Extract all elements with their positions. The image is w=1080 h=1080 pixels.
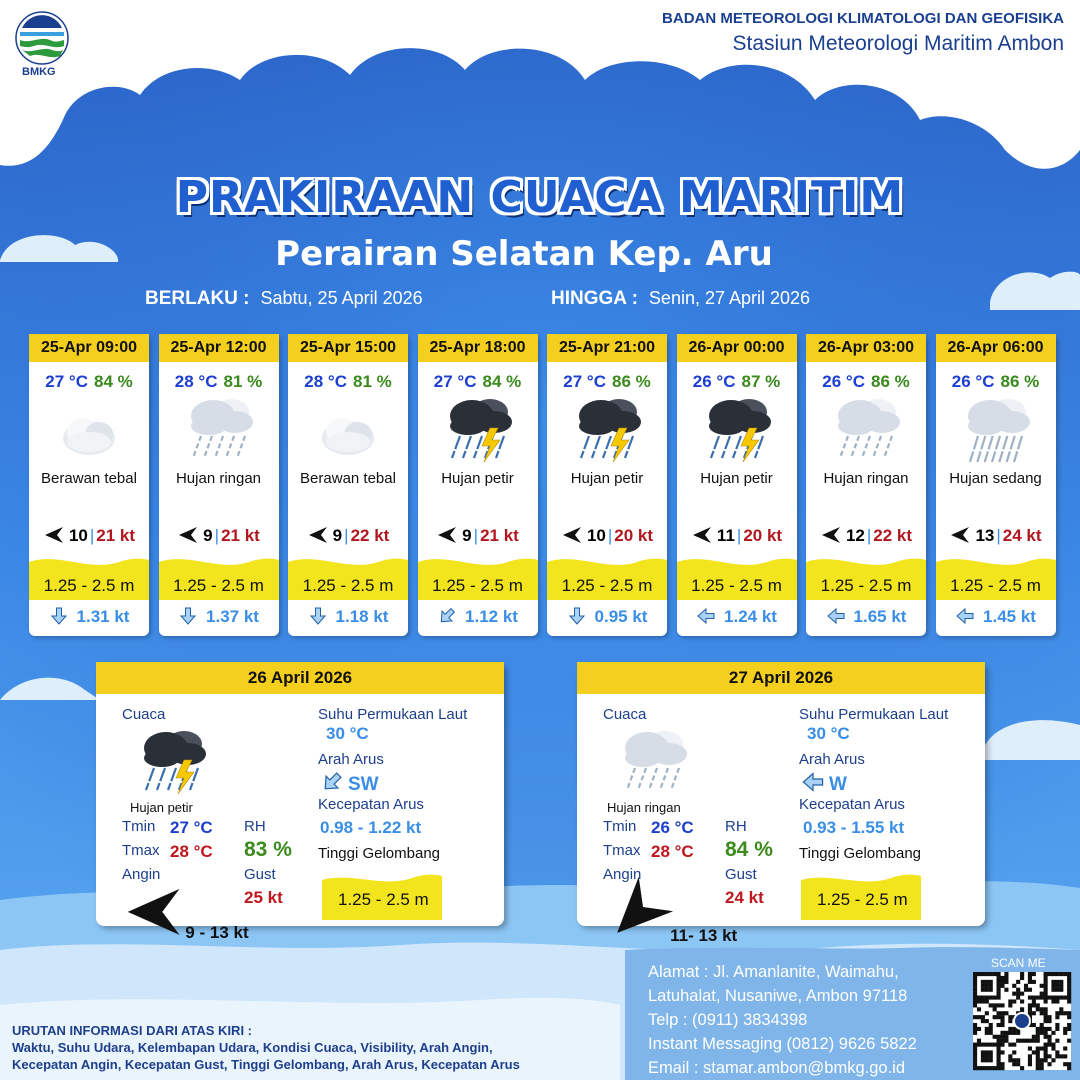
forecast-gust: 20 kt [743,526,783,545]
current-direction-icon [696,607,724,626]
forecast-wave: 1.25 - 2.5 m [43,576,135,595]
current-dir-label: Arah Arus [318,751,384,768]
wave-label: Tinggi Gelombang [799,845,922,862]
forecast-temp: 27 °C [433,372,477,391]
separator: | [344,526,349,545]
forecast-rh: 86 % [1000,372,1040,391]
rh-label: RH [725,818,747,835]
weather-label: Cuaca [603,706,647,723]
thunderstorm-icon [438,392,518,468]
valid-to-label: HINGGA : [551,288,638,309]
light-rain-icon [179,392,259,468]
forecast-condition: Hujan sedang [949,470,1042,487]
forecast-time: 25-Apr 15:00 [288,334,408,362]
forecast-current-speed: 1.45 kt [983,607,1036,626]
page-subtitle: Perairan Selatan Kep. Aru [275,234,773,274]
forecast-condition: Hujan petir [700,470,773,487]
forecast-current-speed: 1.24 kt [724,607,777,626]
separator: | [996,526,1001,545]
logo-text: BMKG [22,66,56,78]
forecast-current-speed: 1.37 kt [206,607,259,626]
separator: | [866,526,872,545]
forecast-time: 26-Apr 03:00 [806,334,926,362]
forecast-wind-speed: 10 [586,526,606,545]
forecast-gust: 21 kt [221,526,260,545]
valid-from-label: BERLAKU : [145,288,250,309]
forecast-temp-rh [159,372,279,392]
wind-direction-icon [561,526,587,545]
forecast-current [159,606,279,627]
sst-label: Suhu Permukaan Laut [799,706,949,723]
forecast-current-speed: 1.12 kt [465,607,518,626]
page-title: PRAKIRAAN CUACA MARITIM [175,172,905,223]
forecast-temp-rh [677,372,797,392]
forecast-temp-rh [547,372,667,392]
legend [12,1022,520,1073]
forecast-current-speed: 1.65 kt [853,607,907,626]
contact-info [648,960,917,1080]
forecast-card [547,334,667,636]
tmin-label: Tmin [603,818,637,835]
current-direction-icon [826,607,854,626]
light-rain-icon [613,724,693,805]
forecast-condition: Hujan petir [570,470,644,487]
wind-direction-icon [603,926,670,945]
forecast-rh: 86 % [870,372,910,391]
forecast-wave: 1.25 - 2.5 m [432,576,523,595]
forecast-temp: 27 °C [45,372,88,391]
forecast-rh: 81 % [223,372,263,391]
wave-label: Tinggi Gelombang [318,845,441,862]
forecast-time: 26-Apr 00:00 [677,334,797,362]
wind-direction-icon [820,526,846,545]
forecast-card [806,334,926,636]
sst-value: 30 °C [326,724,369,743]
current-speed-label: Kecepatan Arus [799,796,905,813]
forecast-condition: Berawan tebal [41,470,137,487]
forecast-temp: 27 °C [563,372,606,391]
wind-direction-icon [307,526,333,545]
forecast-wave: 1.25 - 2.5 m [691,576,782,595]
current-speed-label: Kecepatan Arus [318,796,424,813]
daily-wave: 1.25 - 2.5 m [817,890,908,909]
separator: | [736,526,742,545]
forecast-rh: 87 % [741,372,781,391]
current-direction-icon [308,607,336,626]
wind-label: Angin [603,866,642,883]
moderate-rain-icon [956,392,1036,468]
forecast-gust: 21 kt [96,526,136,545]
forecast-wave: 1.25 - 2.5 m [820,576,912,595]
daily-panel [577,662,985,945]
forecast-wave: 1.25 - 2.5 m [173,576,264,595]
legend-line-2: Kecepatan Angin, Kecepatan Gust, Tinggi Gelombang, Arah Arus, Kecepatan Arus [12,1057,520,1072]
forecast-gust: 22 kt [873,526,913,545]
forecast-rh: 84 % [93,372,133,391]
daily-panel [96,662,504,942]
current-direction-icon [178,607,206,626]
forecast-wind [159,526,279,546]
valid-from [145,288,423,310]
forecast-temp-rh [418,372,538,392]
forecast-current-speed: 1.31 kt [76,607,130,626]
forecast-time: 25-Apr 12:00 [159,334,279,362]
forecast-temp: 26 °C [822,372,865,391]
weather-label: Cuaca [122,706,166,723]
forecast-temp: 28 °C [174,372,218,391]
forecast-temp: 26 °C [951,372,995,391]
forecast-wind-speed: 9 [332,526,343,545]
forecast-condition: Hujan ringan [175,470,262,487]
gust-value: 24 kt [725,888,764,907]
current-direction-icon [955,607,983,626]
wind-direction-icon [177,526,203,545]
forecast-temp: 26 °C [692,372,736,391]
forecast-card [418,334,538,636]
forecast-gust: 22 kt [350,526,390,545]
forecast-card [29,334,149,636]
thunderstorm-icon [697,392,777,468]
current-direction-icon [49,607,77,626]
daily-condition: Hujan ringan [607,800,681,815]
legend-heading: URUTAN INFORMASI DARI ATAS KIRI : [12,1023,252,1038]
forecast-current [288,606,408,627]
forecast-gust: 24 kt [1002,526,1042,545]
scan-label: SCAN ME [991,956,1046,970]
forecast-wind [547,526,667,546]
separator: | [89,526,95,545]
forecast-wind [29,526,149,546]
forecast-wind-speed: 12 [845,526,865,545]
forecast-wind-speed: 9 [462,526,472,545]
forecast-temp-rh [288,372,408,392]
forecast-wave: 1.25 - 2.5 m [561,576,653,595]
forecast-card [159,334,279,636]
forecast-current [29,606,149,627]
forecast-wind-speed: 11 [716,526,735,545]
contact-address-1: Alamat : Jl. Amanlanite, Waimahu, [648,963,899,981]
tmax-value: 28 °C [651,842,694,861]
forecast-current [418,606,538,627]
daily-wind-speed: 11- 13 kt [670,925,738,945]
tmin-label: Tmin [122,818,156,835]
forecast-temp: 28 °C [304,372,347,391]
forecast-current [677,606,797,627]
forecast-condition: Hujan ringan [823,470,909,487]
daily-wave: 1.25 - 2.5 m [338,890,429,909]
rh-value: 83 % [244,838,292,861]
forecast-rh: 81 % [352,372,392,391]
contact-email: Email : stamar.ambon@bmkg.go.id [648,1059,906,1077]
current-speed-value: 0.93 - 1.55 kt [803,818,905,837]
forecast-wind-speed: 13 [975,526,995,545]
cloudy-icon [308,392,388,468]
forecast-time: 26-Apr 06:00 [936,334,1056,362]
daily-date: 26 April 2026 [96,662,504,694]
tmax-value: 28 °C [170,842,213,861]
current-dir-label: Arah Arus [799,751,865,768]
forecast-card [677,334,797,636]
forecast-current-speed: 0.95 kt [594,607,648,626]
forecast-current [806,606,926,627]
station-name: Stasiun Meteorologi Maritim Ambon [732,32,1064,55]
wind-direction-icon [691,526,717,545]
cloudy-icon [49,392,129,468]
legend-line-1: Waktu, Suhu Udara, Kelembapan Udara, Kondisi Cuaca, Visibility, Arah Angin, [12,1040,493,1055]
valid-from-value: Sabtu, 25 April 2026 [260,288,423,308]
contact-telp: Telp : (0911) 3834398 [648,1011,808,1029]
tmax-label: Tmax [122,842,160,859]
daily-condition: Hujan petir [130,800,193,815]
forecast-wind-speed: 9 [203,526,213,545]
forecast-condition: Hujan petir [441,470,514,487]
forecast-rh: 84 % [482,372,522,391]
gust-label: Gust [725,866,757,883]
sst-label: Suhu Permukaan Laut [318,706,468,723]
forecast-wind-speed: 10 [68,526,88,545]
daily-wind [603,886,738,946]
forecast-time: 25-Apr 09:00 [29,334,149,362]
current-direction-icon [437,607,465,626]
light-rain-icon [826,392,906,468]
sst-value: 30 °C [807,724,850,743]
gust-value: 25 kt [244,888,283,907]
gust-label: Gust [244,866,276,883]
forecast-temp-rh [936,372,1056,392]
forecast-wind [806,526,926,546]
thunderstorm-icon [567,392,647,468]
forecast-card [288,334,408,636]
tmin-value: 26 °C [651,818,694,837]
tmin-value: 27 °C [170,818,213,837]
daily-wind [122,886,249,943]
wind-label: Angin [122,866,161,883]
forecast-wind [936,526,1056,546]
contact-address-2: Latuhalat, Nusaniwe, Ambon 97118 [648,987,908,1005]
tmax-label: Tmax [603,842,641,859]
current-direction-icon [567,607,595,626]
forecast-rh: 86 % [611,372,651,391]
wind-direction-icon [43,526,69,545]
separator: | [473,526,479,545]
rh-label: RH [244,818,266,835]
forecast-wind [418,526,538,546]
valid-to [551,288,810,310]
wind-direction-icon [122,923,185,942]
daily-wind-speed: 9 - 13 kt [185,922,249,942]
separator: | [607,526,613,545]
forecast-current-speed: 1.18 kt [335,607,389,626]
thunderstorm-icon [132,724,212,805]
wind-direction-icon [436,526,462,545]
forecast-gust: 21 kt [480,526,519,545]
agency-name: BADAN METEOROLOGI KLIMATOLOGI DAN GEOFISIKA [662,10,1064,27]
current-direction-value: SW [348,774,379,795]
wind-direction-icon [949,526,975,545]
forecast-temp-rh [29,372,149,392]
valid-to-value: Senin, 27 April 2026 [648,288,811,308]
forecast-condition: Berawan tebal [300,470,396,487]
separator: | [214,526,220,545]
rh-value: 84 % [725,838,773,861]
qr-code-icon[interactable] [973,972,1071,1070]
forecast-wave: 1.25 - 2.5 m [302,576,394,595]
current-speed-value: 0.98 - 1.22 kt [320,818,422,837]
forecast-wind [288,526,408,546]
forecast-current [936,606,1056,627]
forecast-time: 25-Apr 18:00 [418,334,538,362]
contact-im: Instant Messaging (0812) 9626 5822 [648,1035,917,1053]
forecast-time: 25-Apr 21:00 [547,334,667,362]
forecast-wave: 1.25 - 2.5 m [950,576,1041,595]
daily-date: 27 April 2026 [577,662,985,694]
current-direction-value: W [829,774,847,795]
forecast-current [547,606,667,627]
forecast-temp-rh [806,372,926,392]
forecast-wind [677,526,797,546]
forecast-gust: 20 kt [614,526,654,545]
forecast-card [936,334,1056,636]
